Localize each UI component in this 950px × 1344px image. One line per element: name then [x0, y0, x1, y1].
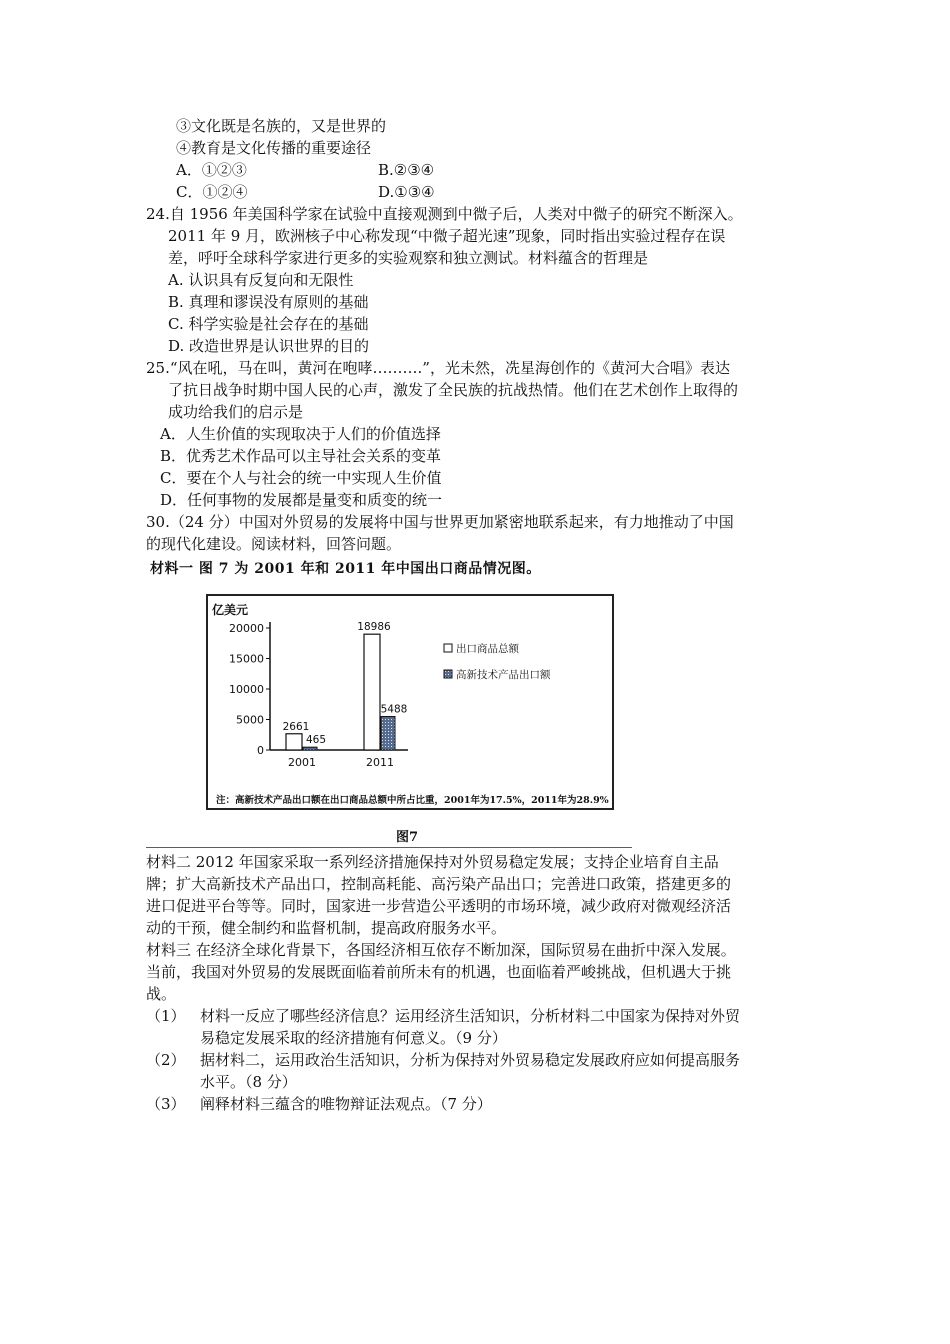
subq1-line2: 易稳定发展采取的经济措施有何意义。（9 分）: [200, 1029, 507, 1047]
q30-stem-line2: 的现代化建设。阅读材料，回答问题。: [146, 535, 402, 553]
divider-line: [146, 847, 632, 848]
material2-line3: 进口促进平台等等。同时，国家进一步营造公平透明的市场环境，减少政府对微观经济活: [146, 897, 732, 915]
y-tick-label: 5000: [236, 713, 264, 727]
q23-option-d[interactable]: D.①③④: [378, 183, 435, 201]
bar-hightech-2001: [303, 747, 317, 750]
q25-stem-line3: 成功给我们的启示是: [168, 403, 304, 421]
label-total-2001: 2661: [282, 720, 310, 733]
material3-line2: 当前，我国对外贸易的发展既面临着前所未有的机遇，也面临着严峻挑战，但机遇大于挑: [146, 963, 732, 981]
legend-label-hightech: 高新技术产品出口额: [456, 669, 551, 681]
y-axis-label: 亿美元: [212, 603, 249, 617]
q25-option-c[interactable]: C．要在个人与社会的统一中实现人生价值: [160, 469, 442, 487]
statement-4: ④教育是文化传播的重要途径: [176, 139, 372, 157]
subq1-line1: 材料一反应了哪些经济信息？运用经济生活知识，分析材料二中国家为保持对外贸: [200, 1007, 741, 1025]
export-bar-chart: [208, 596, 612, 786]
q23-option-c[interactable]: C．①②④: [176, 183, 248, 201]
legend-label-total: 出口商品总额: [456, 643, 519, 655]
figure-7: [146, 556, 616, 846]
q30-stem-line1: 30.（24 分）中国对外贸易的发展将中国与世界更加紧密地联系起来，有力地推动了中国: [146, 513, 734, 531]
x-tick-label-2001: 2001: [288, 756, 316, 769]
q25-option-a[interactable]: A．人生价值的实现取决于人们的价值选择: [160, 425, 441, 443]
bar-total-2001: [286, 734, 302, 750]
bar-hightech-2011: [381, 717, 395, 750]
subq2-line1: 据材料二，运用政治生活知识，分析为保持对外贸易稳定发展政府应如何提高服务: [200, 1051, 741, 1069]
chart-frame: [206, 594, 614, 810]
q25-stem-line1: 25.“风在吼，马在叫，黄河在咆哮……….”，光未然，冼星海创作的《黄河大合唱》表达: [146, 359, 730, 377]
legend-swatch-hightech: [444, 670, 452, 678]
q24-option-a[interactable]: A. 认识具有反复向和无限性: [168, 271, 354, 289]
y-tick-label: 15000: [229, 652, 264, 666]
statement-3: ③文化既是名族的，又是世界的: [176, 117, 387, 135]
label-hightech-2011: 5488: [380, 703, 408, 716]
material2-line2: 牌；扩大高新技术产品出口，控制高耗能、高污染产品出口；完善进口政策，搭建更多的: [146, 875, 732, 893]
subq3-number: （3）: [146, 1095, 186, 1113]
material2-line1: 材料二 2012 年国家采取一系列经济措施保持对外贸易稳定发展；支持企业培育自主品: [146, 853, 719, 871]
label-hightech-2001: 465: [305, 734, 327, 747]
bar-total-2011: [364, 634, 380, 750]
q24-option-d[interactable]: D. 改造世界是认识世界的目的: [168, 337, 370, 355]
q24-option-b[interactable]: B. 真理和谬误没有原则的基础: [168, 293, 369, 311]
x-tick-label-2011: 2011: [366, 756, 394, 769]
material3-line3: 战。: [146, 985, 177, 1003]
material3-line1: 材料三 在经济全球化背景下，各国经济相互依存不断加深，国际贸易在曲折中深入发展。: [146, 941, 736, 959]
y-tick-label: 20000: [229, 622, 264, 635]
subq2-line2: 水平。（8 分）: [200, 1073, 297, 1091]
q25-option-d[interactable]: D．任何事物的发展都是量变和质变的统一: [160, 491, 443, 509]
q24-option-c[interactable]: C. 科学实验是社会存在的基础: [168, 315, 369, 333]
y-tick-label: 0: [257, 744, 264, 757]
figure-note: 注：高新技术产品出口额在出口商品总额中所占比重，2001年为17.5%，2011年为28.9%: [216, 795, 609, 806]
legend-swatch-total: [444, 644, 452, 652]
figure-title: 材料一 图 7 为 2001 年和 2011 年中国出口商品情况图。: [150, 561, 541, 577]
q23-option-b[interactable]: B.②③④: [378, 161, 435, 179]
label-total-2011: 18986: [357, 621, 391, 634]
q24-stem-line2: 2011 年 9 月，欧洲核子中心称发现“中微子超光速”现象，同时指出实验过程存在误: [168, 227, 726, 245]
subq3-line1: 阐释材料三蕴含的唯物辩证法观点。（7 分）: [200, 1095, 492, 1113]
q24-stem-line3: 差，呼吁全球科学家进行更多的实验观察和独立测试。材料蕴含的哲理是: [168, 249, 649, 267]
q24-stem-line1: 24.自 1956 年美国科学家在试验中直接观测到中微子后，人类对中微子的研究不断深入。: [146, 205, 743, 223]
subq1-number: （1）: [146, 1007, 186, 1025]
q25-option-b[interactable]: B．优秀艺术作品可以主导社会关系的变革: [160, 447, 442, 465]
q23-option-a[interactable]: A．①②③: [176, 161, 247, 179]
y-tick-label: 10000: [229, 683, 264, 696]
subq2-number: （2）: [146, 1051, 186, 1069]
material2-line4: 动的干预，健全制约和监督机制，提高政府服务水平。: [146, 919, 507, 937]
figure-caption: 图7: [396, 830, 419, 845]
q25-stem-line2: 了抗日战争时期中国人民的心声，激发了全民族的抗战热情。他们在艺术创作上取得的: [168, 381, 739, 399]
